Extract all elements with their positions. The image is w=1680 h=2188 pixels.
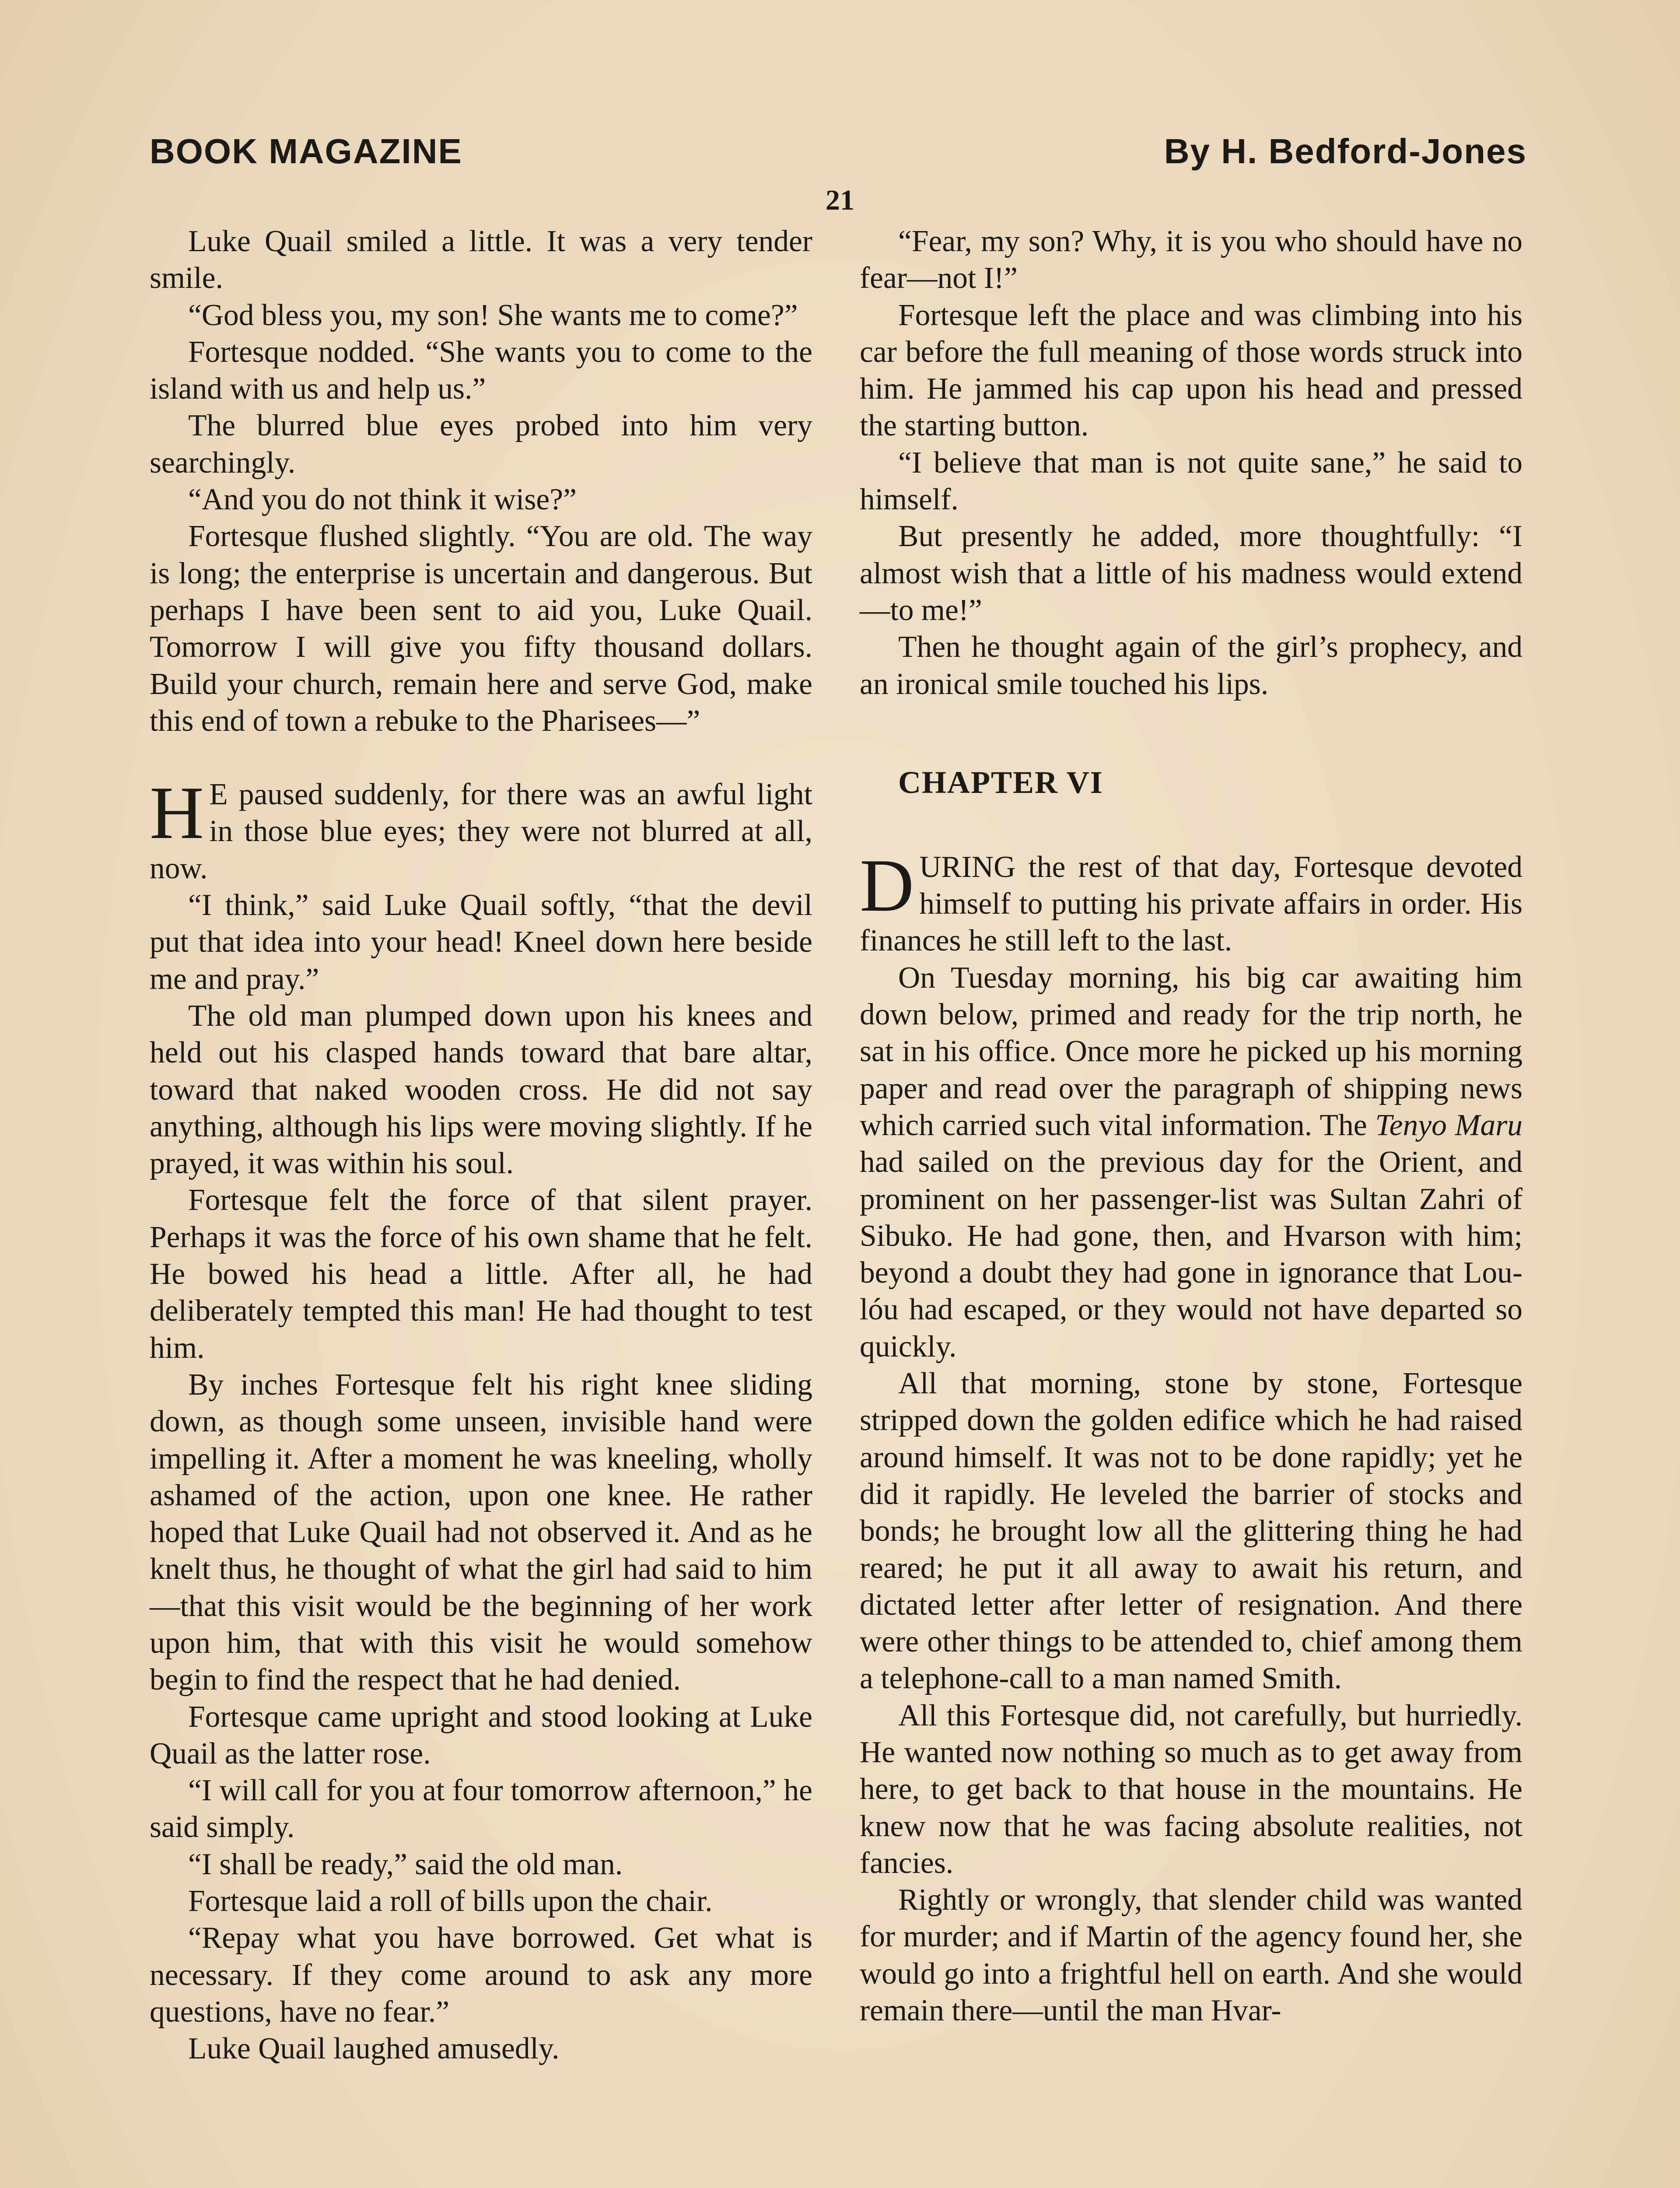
paragraph: Luke Quail smiled a little. It was a very tender smile. (150, 224, 812, 295)
paragraph: The blurred blue eyes probed into him very searchingly. (150, 409, 812, 480)
paragraph: “I shall be ready,” said the old man. (188, 1847, 623, 1881)
paragraph-text: URING the rest of that day, Fortesque devoted himself to putting his private affairs in order. His finances he still left to the last. (860, 850, 1522, 958)
paragraph: Fortesque felt the force of that silent prayer. Perhaps it was the force of his own shame that he felt. He bowed his head a little. After all, he had deliberately tempted this man! He had thought to test him. (150, 1183, 812, 1365)
drop-cap-paragraph (860, 844, 1522, 960)
paragraph-text: had sailed on the previous day for the Orient, and prominent on her passenger-list was Sultan Zahri of Sibuko. He had gone, then, and Hvarson with him; beyond a doubt they had gone in ignorance that Lou-lóu had escaped, or they would not have departed so quickly. (860, 1145, 1522, 1364)
drop-cap-letter: D (860, 844, 914, 927)
chapter-heading: CHAPTER VI (898, 764, 1103, 800)
paragraph: Fortesque left the place and was climbing into his car before the full meaning of those words struck into him. He jammed his cap upon his head and pressed the starting button. (860, 298, 1522, 443)
paragraph: By inches Fortesque felt his right knee sliding down, as though some unseen, invisible hand were impelling it. After a moment he was kneeling, wholly ashamed of the action, upon one knee. He rather hoped that Luke Quail had not observed it. And as he knelt thus, he thought of what the girl had said to him—that this visit would be the beginning of her work upon him, that with this visit he would somehow begin to find the respect that he had denied. (150, 1368, 812, 1697)
paragraph: Luke Quail laughed amusedly. (188, 2032, 560, 2066)
paragraph: Then he thought again of the girl’s prophecy, and an ironical smile touched his lips. (860, 630, 1522, 701)
section-gap (860, 801, 1522, 849)
paragraph: Fortesque came upright and stood looking at Luke Quail as the latter rose. (150, 1700, 812, 1771)
paragraph-text: E paused suddenly, for there was an awful light in those blue eyes; they were not blurred at all, now. (150, 778, 812, 885)
paragraph: “And you do not think it wise?” (188, 483, 577, 517)
paragraph: Fortesque laid a roll of bills upon the chair. (188, 1884, 713, 1918)
section-gap (150, 740, 812, 776)
paragraph: “I think,” said Luke Quail softly, “that the devil put that idea into your head! Kneel down here beside me and pray.” (150, 888, 812, 996)
running-header (150, 131, 1527, 179)
paragraph: But presently he added, more thoughtfully: “I almost wish that a little of his madness would extend—to me!” (860, 519, 1522, 627)
paragraph: The old man plumped down upon his knees and held out his clasped hands toward that bare altar, toward that naked wooden cross. He did not say anything, although his lips were moving slightly. If he prayed, it was within his soul. (150, 999, 812, 1181)
paragraph: “God bless you, my son! She wants me to come?” (188, 298, 798, 332)
drop-cap-letter: H (150, 771, 204, 855)
paragraph: “Fear, my son? Why, it is you who should have no fear—not I!” (860, 224, 1522, 295)
paragraph: Fortesque nodded. “She wants you to come to the island with us and help us.” (150, 335, 812, 406)
right-column (860, 223, 1522, 2029)
left-column (150, 223, 812, 2068)
ship-name: Tenyo Maru (1375, 1108, 1522, 1142)
paragraph: “I will call for you at four tomorrow afternoon,” he said simply. (150, 1774, 812, 1844)
paragraph (860, 960, 1522, 1365)
paragraph: “Repay what you have borrowed. Get what is necessary. If they come around to ask any more questions, have no fear.” (150, 1921, 812, 2029)
drop-cap-paragraph (150, 771, 812, 887)
magazine-title: BOOK MAGAZINE (150, 132, 462, 171)
paragraph-text: On Tuesday morning, his big car awaiting him down below, primed and ready for the trip north, he sat in his office. Once more he picked up his morning paper and read over the paragraph of shipping news which carried such vital information. The (860, 961, 1522, 1142)
paragraph: All that morning, stone by stone, Fortesque stripped down the golden edifice which he had raised around himself. It was not to be done rapidly; yet he did it rapidly. He leveled the barrier of stocks and bonds; he brought low all the glittering thing he had reared; he put it all away to await his return, and dictated letter after letter of resignation. And there were other things to be attended to, chief among them a telephone-call to a man named Smith. (860, 1367, 1522, 1696)
section-gap (860, 703, 1522, 764)
paragraph: Rightly or wrongly, that slender child was wanted for murder; and if Martin of the agency found her, she would go into a frightful hell on earth. And she would remain there—until the man Hvar- (860, 1883, 1522, 2028)
paragraph: “I believe that man is not quite sane,” he said to himself. (860, 445, 1522, 517)
paragraph: Fortesque flushed slightly. “You are old. The way is long; the enterprise is uncertain and dangerous. But perhaps I have been sent to aid you, Luke Quail. Tomorrow I will give you fifty thousand dollars. Build your church, remain here and serve God, make this end of town a rebuke to the Pharisees—” (150, 519, 812, 738)
page-number: 21 (826, 184, 854, 216)
paragraph: All this Fortesque did, not carefully, but hurriedly. He wanted now nothing so much as to get away from here, to get back to that house in the mountains. He knew now that he was facing absolute realities, not fancies. (860, 1698, 1522, 1880)
author-byline: By H. Bedford-Jones (1164, 132, 1527, 171)
